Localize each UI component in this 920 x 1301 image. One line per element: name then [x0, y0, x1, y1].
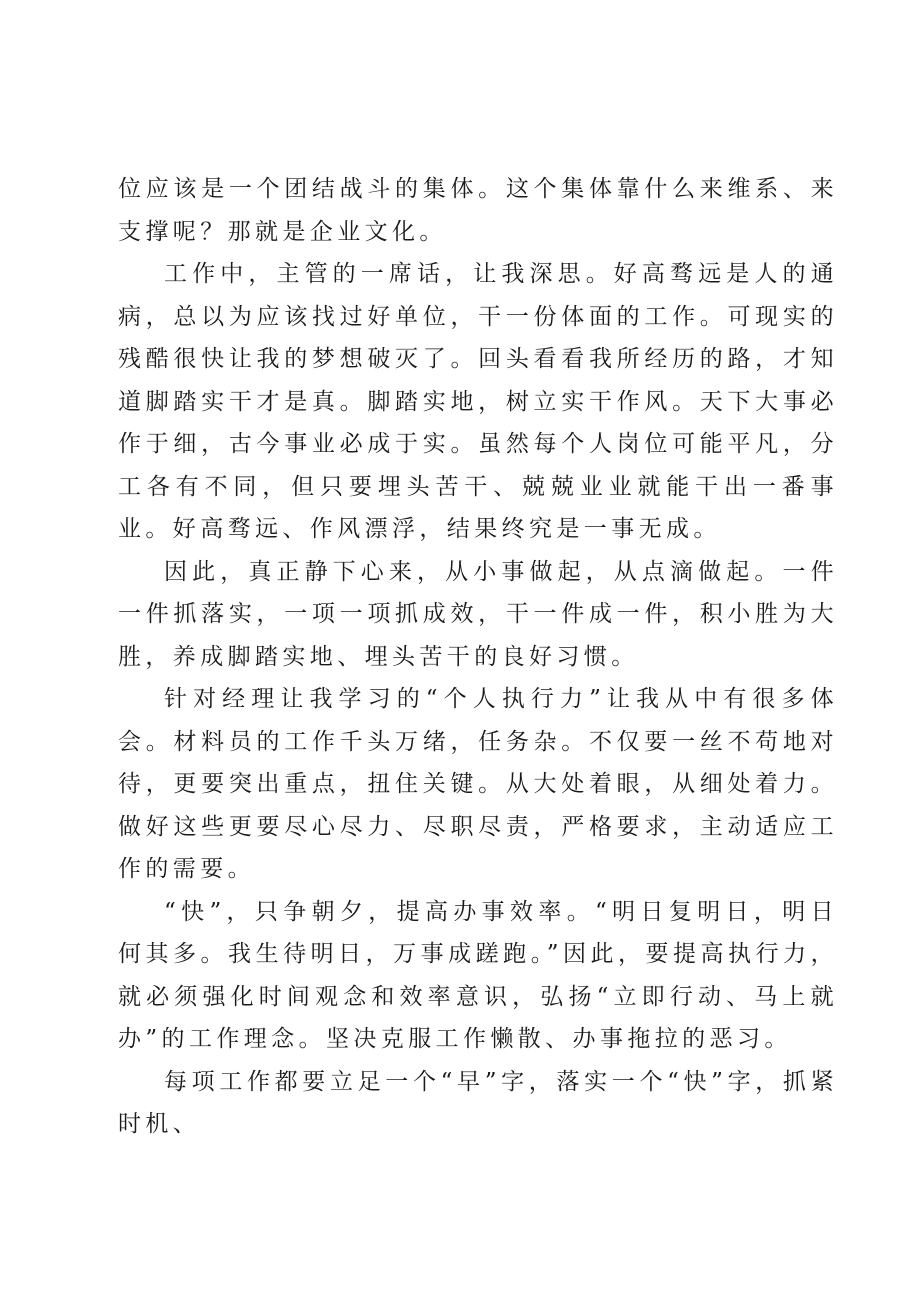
document-body	[118, 168, 838, 1146]
paragraph: 针对经理让我学习的“个人执行力”让我从中有很多体会。材料员的工作千头万绪，任务杂。不仅要一丝不苟地对待，更要突出重点，扭住关键。从大处着眼，从细处着力。做好这些更要尽心尽力、尽职尽责，严格要求，主动适应工作的需要。	[118, 686, 838, 882]
paragraph: “快”，只争朝夕，提高办事效率。“明日复明日，明日何其多。我生待明日，万事成蹉跑。”因此，要提高执行力，就必须强化时间观念和效率意识，弘扬“立即行动、马上就办”的工作理念。坚决克服工作懒散、办事拖拉的恶习。	[118, 898, 838, 1052]
paragraph: 每项工作都要立足一个“早”字，落实一个“快”字，抓紧时机、	[118, 1068, 838, 1137]
paragraph: 工作中，主管的一席话，让我深思。好高骛远是人的通病，总以为应该找过好单位，干一份体面的工作。可现实的残酷很快让我的梦想破灭了。回头看看我所经历的路，才知道脚踏实干才是真。脚踏实地，树立实干作风。天下大事必作于细，古今事业必成于实。虽然每个人岗位可能平凡，分工各有不同，但只要埋头苦干、兢兢业业就能干出一番事业。好高骛远、作风漂浮，结果终究是一事无成。	[118, 261, 838, 542]
paragraph: 因此，真正静下心来，从小事做起，从点滴做起。一件一件抓落实，一项一项抓成效，干一件成一件，积小胜为大胜，养成脚踏实地、埋头苦干的良好习惯。	[118, 558, 838, 670]
paragraph-continuation: 位应该是一个团结战斗的集体。这个集体靠什么来维系、来支撑呢？那就是企业文化。	[118, 176, 838, 245]
